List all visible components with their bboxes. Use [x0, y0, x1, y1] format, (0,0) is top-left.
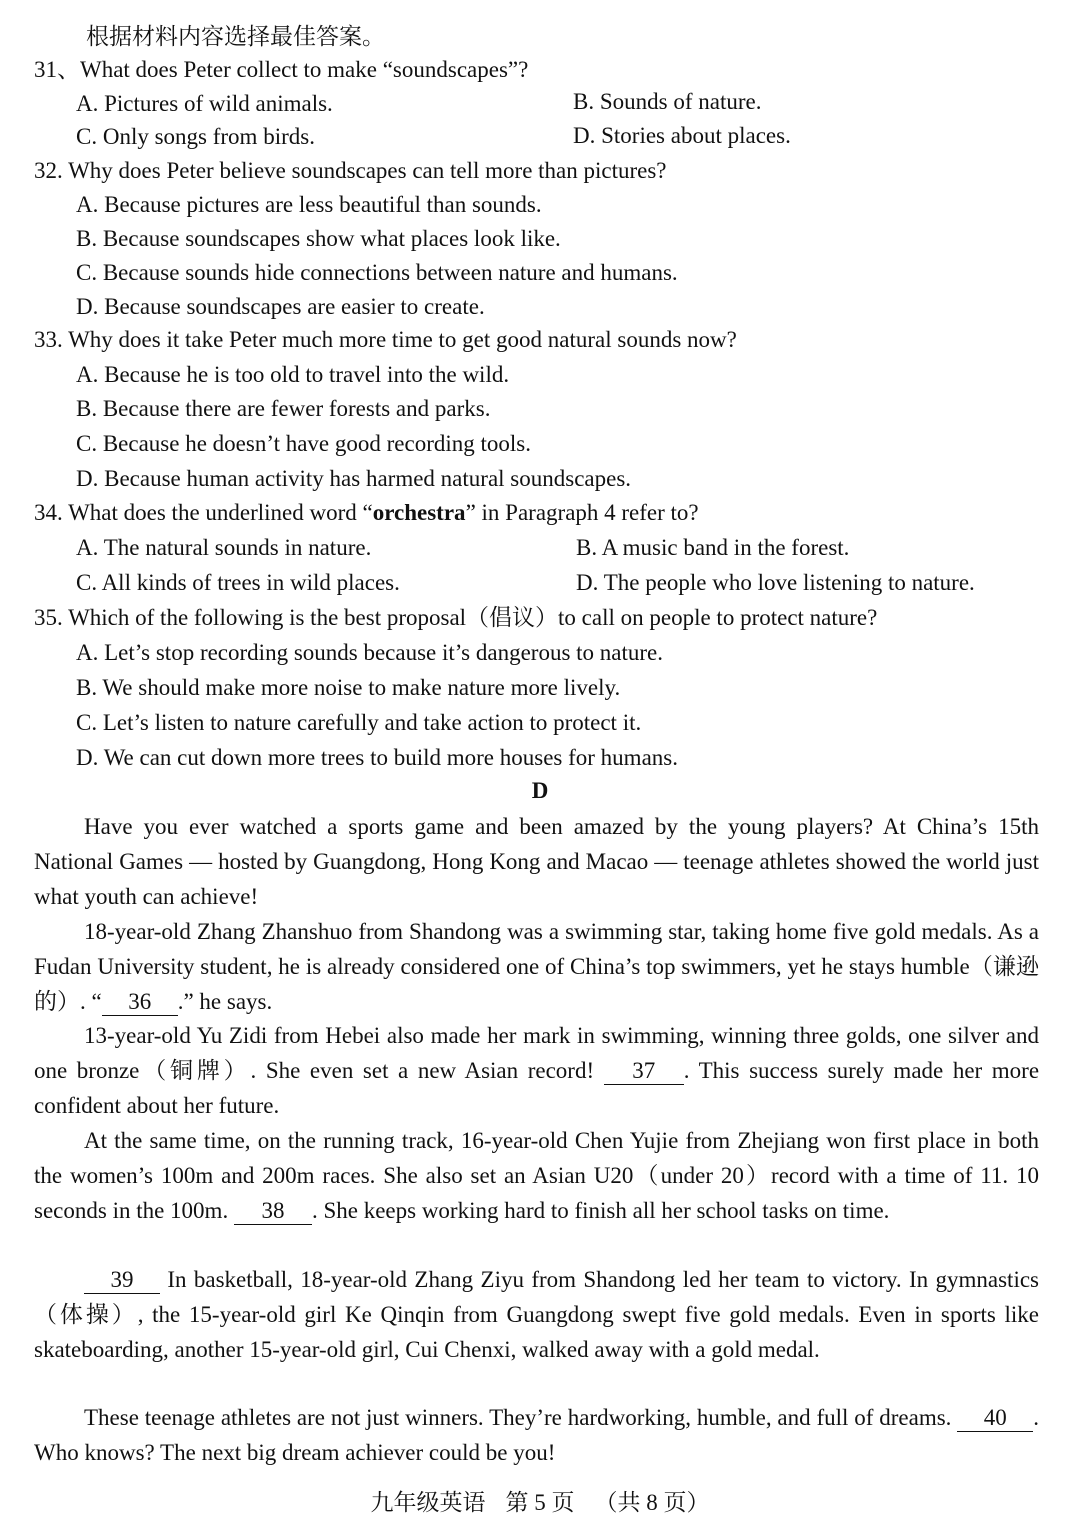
question-32-option-a[interactable]: A. Because pictures are less beautiful than sounds. [76, 192, 542, 217]
question-34-option-d[interactable]: D. The people who love listening to nature. [576, 570, 975, 595]
question-31-stem: 31、What does Peter collect to make “soundscapes”? [34, 57, 529, 82]
passage-paragraph-5: 39 In basketball, 18-year-old Zhang Ziyu from Shandong led her team to victory. In gymnastics（体操）, the 15-year-old girl Ke Qinqin from Guangdong swept five gold medals. Even in sports like skateboarding, another 15-year-old girl, Cui Chenxi, walked away with a gold medal. [34, 1267, 1039, 1362]
question-31-option-a[interactable]: A. Pictures of wild animals. [76, 91, 333, 116]
question-35-option-a[interactable]: A. Let’s stop recording sounds because it’s dangerous to nature. [76, 640, 664, 665]
question-35-option-b[interactable]: B. We should make more noise to make nature more lively. [76, 675, 621, 700]
question-34-option-c[interactable]: C. All kinds of trees in wild places. [76, 570, 400, 595]
footer-page-number: 第 5 页 [505, 1490, 575, 1515]
footer-subject: 九年级英语 [370, 1490, 486, 1515]
question-33-option-c[interactable]: C. Because he doesn’t have good recording tools. [76, 431, 531, 456]
page-footer [0, 1484, 1080, 1517]
question-31-option-c[interactable]: C. Only songs from birds. [76, 124, 315, 149]
question-32-stem: 32. Why does Peter believe soundscapes can tell more than pictures? [34, 158, 667, 183]
passage-paragraph-4: At the same time, on the running track, 16-year-old Chen Yujie from Zhejiang won first place in both the women’s 100m and 200m races. She also set an Asian U20（under 20）record with a time of 11. 10 seconds in the 100m. 38 . She keeps working hard to finish all her school tasks on time. [34, 1128, 1039, 1223]
passage-paragraph-3: 13-year-old Yu Zidi from Hebei also made her mark in swimming, winning three golds, one silver and one bronze（铜牌）. She even set a new Asian record! 37 . This success surely made her more confident about her future. [34, 1023, 1040, 1118]
blank-36[interactable]: 36 [102, 989, 178, 1016]
section-heading: D [531, 778, 549, 803]
blank-37[interactable]: 37 [604, 1058, 684, 1085]
footer-total-pages: （共 8 页） [594, 1490, 710, 1515]
question-34-stem: 34. What does the underlined word “orchestra” in Paragraph 4 refer to? [34, 500, 699, 525]
blank-39[interactable]: 39 [84, 1267, 160, 1294]
question-35-stem: 35. Which of the following is the best proposal（倡议）to call on people to protect nature? [34, 605, 878, 630]
question-33-stem: 33. Why does it take Peter much more time to get good natural sounds now? [34, 327, 737, 352]
question-35-option-c[interactable]: C. Let’s listen to nature carefully and take action to protect it. [76, 710, 642, 735]
question-32-option-c[interactable]: C. Because sounds hide connections between nature and humans. [76, 260, 678, 285]
blank-38[interactable]: 38 [234, 1198, 312, 1225]
question-32-option-d[interactable]: D. Because soundscapes are easier to create. [76, 294, 485, 319]
question-35-option-d[interactable]: D. We can cut down more trees to build more houses for humans. [76, 745, 678, 770]
question-33-option-d[interactable]: D. Because human activity has harmed natural soundscapes. [76, 466, 632, 491]
blank-40[interactable]: 40 [957, 1405, 1033, 1432]
instruction: 根据材料内容选择最佳答案。 [86, 24, 385, 49]
question-32-option-b[interactable]: B. Because soundscapes show what places look like. [76, 226, 561, 251]
question-33-option-a[interactable]: A. Because he is too old to travel into the wild. [76, 362, 510, 387]
passage-paragraph-1: Have you ever watched a sports game and been amazed by the young players? At China’s 15th National Games — hosted by Guangdong, Hong Kong and Macao — teenage athletes showed the world just what youth can achieve! [34, 814, 1039, 909]
underlined-word: orchestra [372, 500, 466, 525]
question-34-option-b[interactable]: B. A music band in the forest. [576, 535, 850, 560]
question-34-option-a[interactable]: A. The natural sounds in nature. [76, 535, 372, 560]
question-33-option-b[interactable]: B. Because there are fewer forests and parks. [76, 396, 491, 421]
question-31-option-b[interactable]: B. Sounds of nature. [573, 89, 762, 114]
question-31-option-d[interactable]: D. Stories about places. [573, 123, 791, 148]
passage-paragraph-2: 18-year-old Zhang Zhanshuo from Shandong was a swimming star, taking home five gold medals. As a Fudan University student, he is already considered one of China’s top swimmers, yet he stays humble（谦逊的）. “ 36 .” he says. [34, 919, 1039, 1014]
passage-paragraph-6: These teenage athletes are not just winners. They’re hardworking, humble, and full of dreams. 40 . Who knows? The next big dream achiever could be you! [34, 1405, 1040, 1465]
